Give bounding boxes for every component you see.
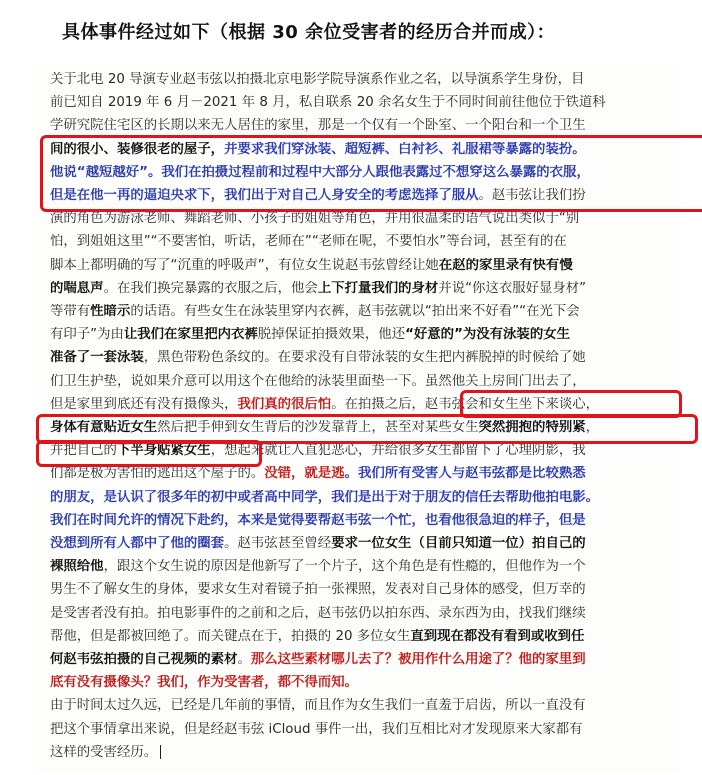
text-line (50, 629, 690, 645)
text-line (50, 652, 690, 668)
text-line (50, 698, 690, 714)
text-segment: 并把自己的 (50, 443, 117, 459)
text-segment: 有印子”为由 (50, 327, 124, 343)
text-segment: 何赵韦弦拍摄的自己视频的素材 (50, 652, 238, 667)
text-segment: 。 (237, 652, 251, 667)
text-line (50, 559, 690, 575)
text-segment: 是受害者没有拍。拍电影事件的之前和之后，赵韦弦仍以拍东西、录东西为由，找我们继续 (50, 605, 586, 621)
text-segment: 裸照给他 (50, 559, 104, 575)
text-segment: 他说“越短越好”。我们在拍摄过程前和过程中大部分人跟他表露过不想穿这么暴露的衣服， (50, 164, 590, 180)
text-line (50, 466, 690, 482)
text-segment: 的话语。有些女生在泳装里穿内衣裤，赵韦弦就以“拍出来不好看”“在光下会 (130, 304, 580, 319)
text-line (50, 234, 690, 250)
text-segment: 上下打量我们的身材 (317, 280, 439, 296)
text-segment: 但是在他一再的逼迫央求下，我们出于对自己人身安全的考虑选择了服从 (50, 188, 479, 203)
text-segment: 由于时间太过久远，已经是几年前的事情，而且作为女生我们一直羞于启齿，所以一直没有 (50, 698, 586, 714)
text-segment: 并要求我们穿泳装、超短裤、白衬衫、礼服裙等暴露的装扮。 (224, 141, 586, 157)
text-line (50, 258, 690, 274)
highlight-box-clothing (40, 135, 702, 212)
text-segment: 们卫生护垫，说如果介意可以用这个在他给的泳装里面垫一下。虽然他关上房间门出去了， (50, 373, 586, 389)
text-segment: 我们在时间允许的情况下赴约，本来是觉得要帮赵韦弦一个忙，也看他很急迫的样子，但是 (50, 512, 586, 528)
text-line (50, 350, 690, 366)
text-segment: 底有没有摄像头？我们，作为受害者，都不得而知。 (50, 675, 358, 691)
text-segment: 在赵的家里录有快有慢 (438, 257, 573, 273)
text-segment: 前已知自 2019 年 6 月－2021 年 8 月，私自联系 20 余名女生于不同时间前往他位于铁道科 (50, 95, 606, 111)
text-line (50, 490, 690, 506)
text-line (50, 118, 690, 134)
text-segment: 。赵韦弦甚至曾经 (224, 536, 332, 551)
text-segment: “好意的”为没有泳装的女生 (405, 327, 570, 343)
text-segment: 的朋友，是认识了很多年的初中或者高中同学，我们是出于对于朋友的信任去帮助他拍电影。 (50, 489, 600, 505)
text-segment: 并说“你这衣服好显身材” (438, 280, 587, 296)
text-segment: 演的角色为游泳老师、舞蹈老师、小孩子的姐姐等角色，并用很温柔的语气说出类似于“别 (50, 211, 580, 227)
text-segment: 等带有 (50, 304, 91, 319)
text-line (50, 304, 690, 320)
page-heading: 具体事件经过如下（根据 30 余位受害者的经历合并而成）： (62, 22, 556, 43)
text-line (50, 281, 690, 297)
text-segment: 我们真的很后怕 (237, 396, 332, 412)
text-line (50, 211, 690, 227)
text-segment: 准备了一套泳装 (50, 350, 144, 366)
text-line (50, 374, 690, 390)
text-segment: 学研究院住宅区的长期以来无人居住的家里，那是一个仅有一个卧室、一个阳台和一个卫生 (50, 118, 586, 134)
text-line (50, 513, 690, 529)
text-segment: 突然拥抱的特别紧 (478, 420, 586, 435)
text-segment: 下半身贴紧女生 (116, 443, 211, 459)
text-segment: 直到现在都没有看到或收到任 (410, 628, 585, 644)
text-segment: 但是家里到底还有没有摄像头， (50, 396, 238, 412)
text-line (50, 72, 690, 88)
text-line (50, 722, 690, 738)
text-line (50, 582, 690, 598)
text-segment: 关于北电 20 导演专业赵韦弦以拍摄北京电影学院导演系作业之名，以导演系学生身份，目 (50, 72, 585, 87)
text-line (50, 536, 690, 552)
text-segment: ，跟这个女生说的原因是他新写了一个片子，这个角色是有性瘾的，但他作为一个 (103, 559, 586, 575)
text-segment: 这样的受害经历。 (50, 744, 158, 760)
text-segment: 没想到所有人都中了他的圈套 (50, 536, 225, 551)
text-segment: 那么这些素材哪儿去了？被用作什么用途了？他的家里到 (250, 652, 586, 667)
text-segment: 男生不了解女生的身体，要求女生对着镜子拍一张裸照，发表对自己身体的感受，但万幸的 (50, 582, 586, 598)
text-segment: 要求一位女生（目前只知道一位）拍自己的 (331, 536, 586, 551)
text-segment: ，黑色带粉色条纹的。在要求没有自带泳装的女生把内裤脱掉的时候给了她 (143, 350, 586, 366)
text-segment: ， (585, 420, 600, 435)
text-segment: 。在我们换完暴露的衣服之后，他会 (103, 280, 318, 296)
text-line (50, 606, 690, 622)
text-segment: 脚本上都明确的写了“沉重的呼吸声”，有位女生说赵韦弦曾经让她 (50, 257, 439, 273)
text-segment: 性暗示 (90, 304, 131, 319)
text-line (50, 327, 690, 343)
text-segment: 怕，到姐姐这里”“不要害怕，听话，老师在”“老师在呢，不要怕水”等台词，甚至有的在 (50, 234, 567, 250)
text-segment: 们都是极为害怕的逃出这个屋子的。 (50, 466, 265, 482)
text-segment: 身体有意贴近女生 (50, 420, 158, 435)
text-segment: 帮他，但是都被回绝了。而关键点在于，拍摄的 20 多位女生 (50, 628, 411, 644)
text-segment: 。赵韦弦让我们扮 (478, 188, 586, 203)
text-segment: 间的很小、装修很老的屋子， (50, 141, 225, 157)
text-segment: 脱掉保证拍摄效果，他还 (257, 327, 406, 343)
text-line (50, 745, 690, 761)
text-segment: 没错，就是逃 (264, 466, 345, 482)
text-cursor (160, 745, 161, 759)
text-segment: 让我们在家里把内衣裤 (123, 327, 258, 343)
text-segment: ，想起来就让人直犯恶心，并给很多女生都留下了心理阴影，我 (210, 443, 586, 459)
text-segment: 。我们所有受害人与赵韦弦都是比较熟悉 (344, 466, 586, 482)
text-line (50, 95, 690, 111)
text-segment: 把这个事情拿出来说，但是经赵韦弦 iCloud 事件一出，我们互相比对才发现原来大家都有 (50, 721, 583, 737)
text-segment: 的喘息声 (50, 280, 104, 296)
text-segment: 然后把手伸到女生背后的沙发靠背上，甚至对某些女生 (157, 420, 479, 435)
highlight-box-body (36, 440, 262, 467)
text-line (50, 675, 690, 691)
text-segment: 。在拍摄之后，赵韦弦会和女生坐下来谈心， (331, 396, 600, 412)
